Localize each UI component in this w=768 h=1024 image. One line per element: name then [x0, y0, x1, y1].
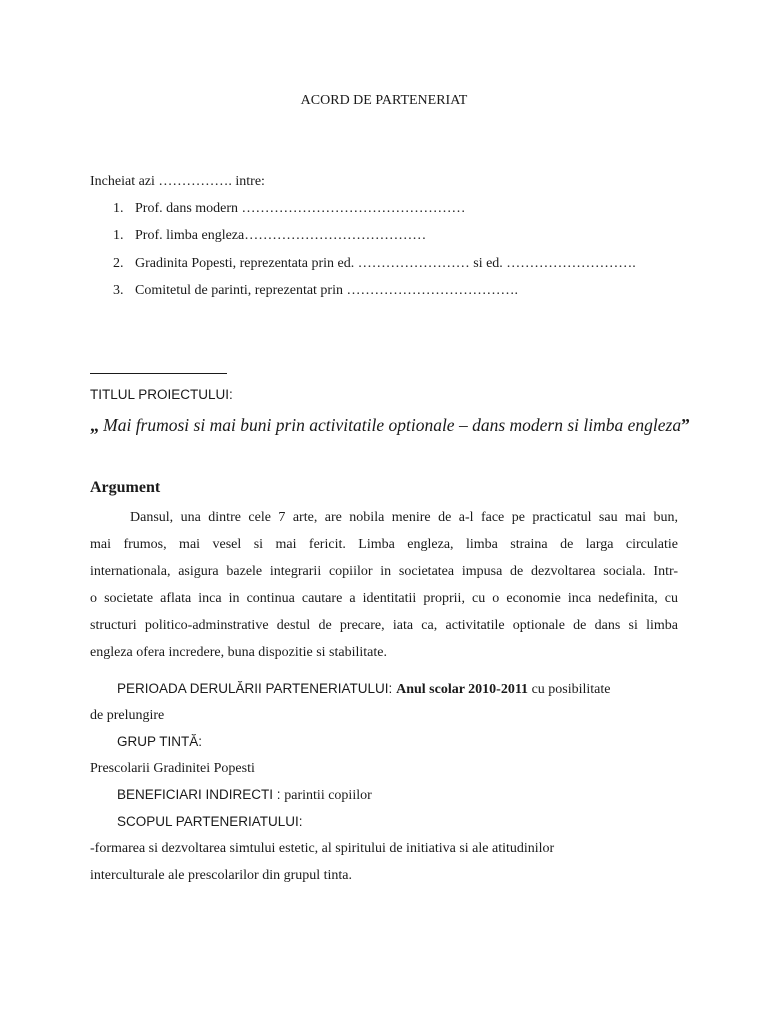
target-group-value: Prescolarii Gradinitei Popesti: [90, 761, 255, 776]
party-number: 3.: [113, 283, 124, 298]
party-number: 2.: [113, 256, 124, 271]
party-item: [113, 228, 426, 244]
party-number: 1.: [113, 201, 124, 216]
party-number: 1.: [113, 228, 124, 243]
party-text: Prof. limba engleza…………………………………: [135, 228, 427, 243]
paragraph-line: engleza ofera incredere, buna dispozitie si stabilitate.: [90, 645, 387, 660]
indirect-beneficiaries-line: [117, 787, 372, 804]
close-quote: ”: [681, 415, 690, 435]
party-item: [113, 256, 636, 272]
target-group-label: GRUP TINTĂ:: [117, 734, 203, 749]
paragraph-line: internationala, asigura bazele integrarii copiilor in societatea impusa de dezvoltarea sociala. Intr-: [90, 564, 678, 579]
agreement-intro: Incheiat azi ……………. intre:: [90, 174, 265, 189]
period-line: [117, 681, 611, 698]
party-item: [113, 201, 466, 217]
project-title: [90, 410, 690, 440]
party-text: Comitetul de parinti, reprezentat prin ……………………………….: [135, 283, 518, 298]
paragraph-line: Dansul, una dintre cele 7 arte, are nobila menire de a-l face pe practicatul sau mai bun,: [130, 510, 678, 525]
open-quote: „: [90, 415, 99, 435]
period-label: PERIOADA DERULĂRII PARTENERIATULUI:: [117, 681, 397, 696]
period-continuation: de prelungire: [90, 708, 165, 723]
indirect-beneficiaries-value: parintii copiilor: [284, 788, 372, 803]
party-text: Gradinita Popesti, reprezentata prin ed. …………………… si ed. ……………………….: [135, 256, 636, 271]
project-title-text: Mai frumosi si mai buni prin activitatile optionale – dans modern si limba engleza: [98, 415, 682, 435]
paragraph-line: structuri politico-adminstrative destul de precare, iata ca, activitatile optionale de dans si limba: [90, 618, 678, 633]
document-title: ACORD DE PARTENERIAT: [300, 93, 468, 108]
indirect-beneficiaries-label: BENEFICIARI INDIRECTI :: [117, 787, 285, 802]
party-item: [113, 283, 518, 299]
scope-line: interculturale ale prescolarilor din grupul tinta.: [90, 868, 353, 883]
paragraph-line: mai frumos, mai vesel si mai fericit. Limba engleza, limba straina de larga circulatie: [90, 537, 678, 552]
argument-paragraph: [90, 504, 678, 666]
scope-label: SCOPUL PARTENERIATULUI:: [117, 814, 303, 829]
divider-line: [90, 373, 227, 374]
party-text: Prof. dans modern …………………………………………: [135, 201, 466, 216]
scope-line: -formarea si dezvoltarea simtului estetic, al spiritului de initiativa si ale atitudinilor: [90, 841, 555, 856]
paragraph-line: o societate aflata inca in continua cautare a identitatii proprii, cu o economie inca nedefinita, cu: [90, 591, 678, 606]
argument-heading: Argument: [90, 479, 161, 496]
period-value: Anul scolar 2010-2011: [396, 682, 529, 697]
project-title-label: TITLUL PROIECTULUI:: [90, 387, 233, 402]
period-suffix: cu posibilitate: [528, 682, 611, 697]
